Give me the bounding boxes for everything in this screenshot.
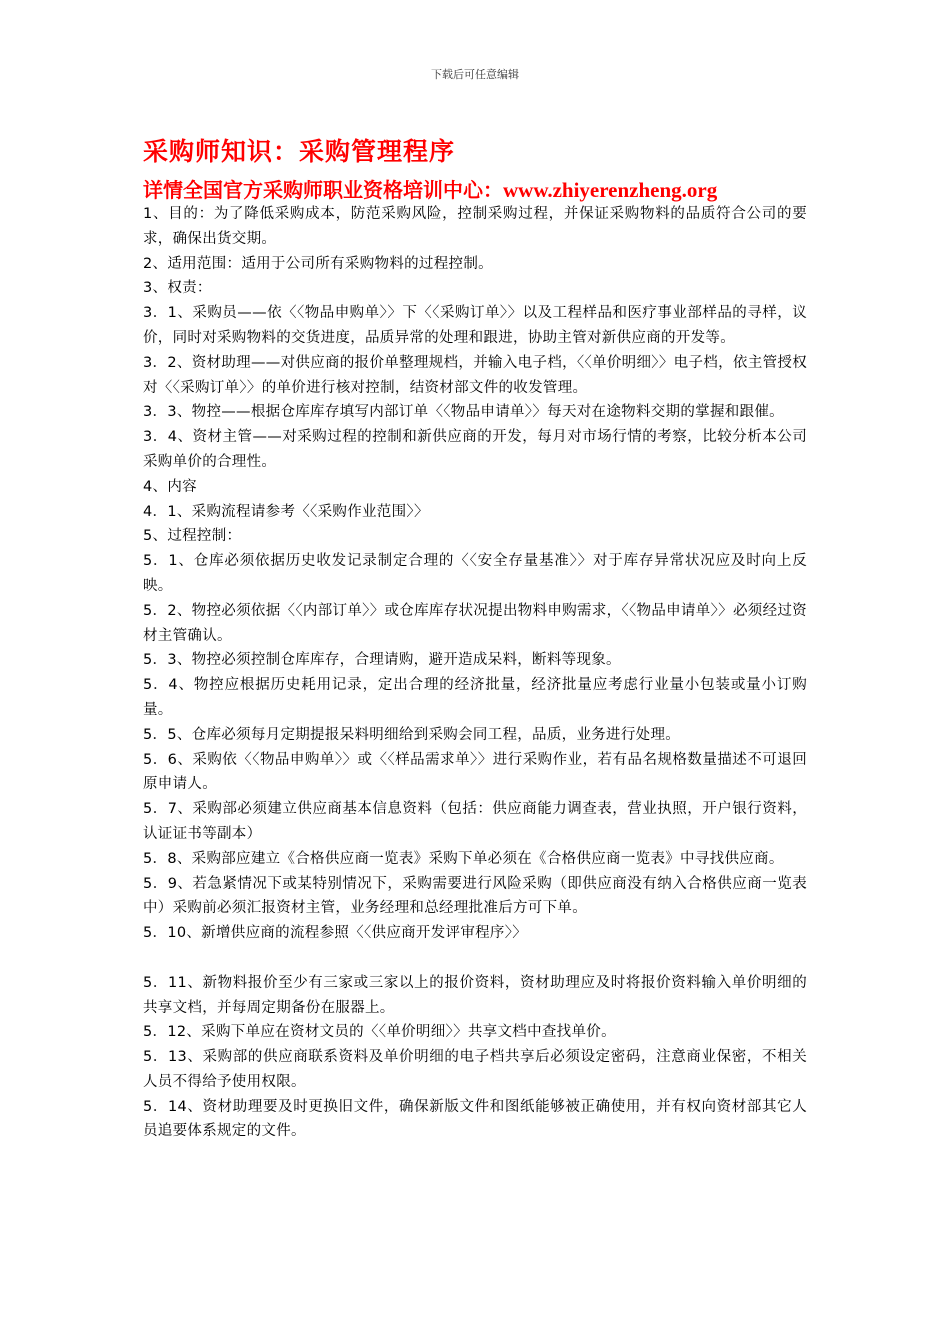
paragraph-4: 4、内容 <box>143 478 197 495</box>
paragraph-5-11: 5．11、新物料报价至少有三家或三家以上的报价资料，资材助理应及时将报价资料输入单价明细的共享文档，并每周定期备份在服器上。 <box>143 974 807 1016</box>
subtitle-url-link[interactable]: www.zhiyerenzheng.org <box>503 178 718 202</box>
paragraph-5: 5、过程控制： <box>143 528 242 545</box>
document-body <box>143 202 807 1144</box>
blank-line <box>143 946 807 971</box>
paragraph-2: 2、适用范围：适用于公司所有采购物料的过程控制。 <box>143 255 493 272</box>
paragraph-5-7: 5．7、采购部必须建立供应商基本信息资料（包括：供应商能力调查表，营业执照，开户银行资料，认证证书等副本） <box>143 801 807 842</box>
paragraph-3-2: 3．2、资材助理——对供应商的报价单整理规档，并输入电子档，〈〈单价明细〉〉电子档，依主管授权对〈〈采购订单〉〉的单价进行核对控制，结资材部文件的收发管理。 <box>143 354 807 396</box>
paragraph-3: 3、权责： <box>143 280 212 297</box>
paragraph-4-1: 4．1、采购流程请参考〈〈采购作业范围〉〉 <box>143 503 429 520</box>
paragraph-5-5: 5．5、仓库必须每月定期提报呆料明细给到采购会同工程，品质，业务进行处理。 <box>143 726 681 743</box>
paragraph-5-13: 5．13、采购部的供应商联系资料及单价明细的电子档共享后必须设定密码，注意商业保密，不相关人员不得给予使用权限。 <box>143 1049 807 1090</box>
paragraph-3-3: 3．3、物控——根据仓库库存填写内部订单〈〈物品申请单〉〉每天对在途物料交期的掌握和跟催。 <box>143 404 784 421</box>
paragraph-1: 1、目的：为了降低采购成本，防范采购风险，控制采购过程，并保证采购物料的品质符合公司的要求，确保出货交期。 <box>143 206 807 247</box>
paragraph-5-6: 5．6、采购依〈〈物品申购单〉〉或〈〈样品需求单〉〉进行采购作业，若有品名规格数量描述不可退回原申请人。 <box>143 751 807 793</box>
page-header-note: 下载后可任意编辑 <box>431 68 519 81</box>
paragraph-5-9: 5．9、若急紧情况下或某特别情况下，采购需要进行风险采购（即供应商没有纳入合格供应商一览表中）采购前必须汇报资材主管，业务经理和总经理批准后方可下单。 <box>143 875 807 917</box>
paragraph-5-2: 5．2、物控必须依据〈〈内部订单〉〉或仓库库存状况提出物料申购需求，〈〈物品申请单〉〉必须经过资材主管确认。 <box>143 602 807 644</box>
paragraph-5-3: 5．3、物控必须控制仓库库存，合理请购，避开造成呆料，断料等现象。 <box>143 652 621 669</box>
subtitle-prefix: 详情全国官方采购师职业资格培训中心： <box>143 178 503 202</box>
document-title: 采购师知识：采购管理程序 <box>143 137 456 166</box>
paragraph-5-4: 5．4、物控应根据历史耗用记录，定出合理的经济批量，经济批量应考虑行业量小包装或量小订购量。 <box>143 677 807 718</box>
paragraph-5-12: 5．12、采购下单应在资材文员的〈〈单价明细〉〉共享文档中查找单价。 <box>143 1024 616 1041</box>
paragraph-3-4: 3．4、资材主管——对采购过程的控制和新供应商的开发，每月对市场行情的考察，比较分析本公司采购单价的合理性。 <box>143 429 807 470</box>
paragraph-5-14: 5．14、资材助理要及时更换旧文件，确保新版文件和图纸能够被正确使用，并有权向资材部其它人员追要体系规定的文件。 <box>143 1098 807 1140</box>
document-subtitle <box>143 174 717 203</box>
paragraph-3-1: 3．1、采购员——依〈〈物品申购单〉〉下〈〈采购订单〉〉以及工程样品和医疗事业部样品的寻样，议价，同时对采购物料的交货进度，品质异常的处理和跟进，协助主管对新供应商的开发等。 <box>143 305 807 346</box>
paragraph-5-8: 5．8、采购部应建立《合格供应商一览表》采购下单必须在《合格供应商一览表》中寻找供应商。 <box>143 850 784 867</box>
paragraph-5-10: 5．10、新增供应商的流程参照〈〈供应商开发评审程序〉〉 <box>143 925 528 942</box>
paragraph-5-1: 5．1、仓库必须依据历史收发记录制定合理的〈〈安全存量基准〉〉对于库存异常状况应及时向上反映。 <box>143 553 807 594</box>
